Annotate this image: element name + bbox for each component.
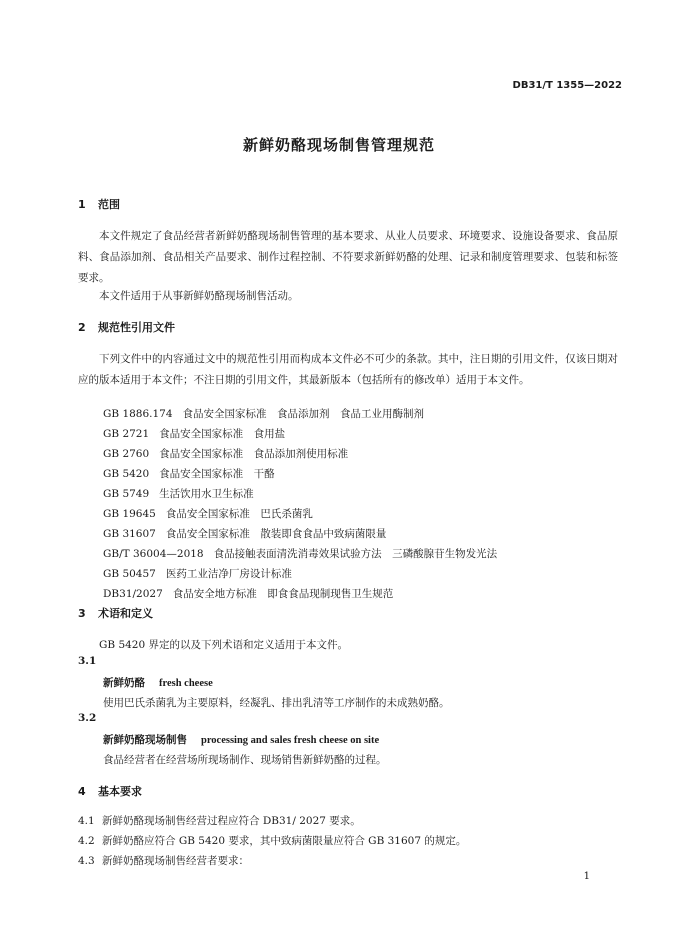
reference-item (103, 566, 292, 581)
reference-item (103, 586, 393, 601)
reference-name: 生活饮用水卫生标准 (159, 488, 254, 500)
section-title: 规范性引用文件 (98, 321, 175, 334)
reference-code: GB 50457 (103, 568, 156, 580)
reference-item (103, 426, 285, 441)
reference-code: GB 31607 (103, 528, 156, 540)
term-chinese: 新鲜奶酪现场制售 (103, 734, 187, 746)
reference-item (103, 406, 424, 421)
term-number: 3.1 (78, 655, 97, 667)
term-entry (103, 675, 213, 690)
reference-name: 医药工业洁净厂房设计标准 (165, 568, 292, 580)
section-title: 基本要求 (98, 785, 142, 798)
clause-text: 新鲜奶酪现场制售经营过程应符合 DB31/ 2027 要求。 (102, 815, 361, 827)
reference-name: 食品安全国家标准 巴氏杀菌乳 (165, 508, 313, 520)
section-number: 2 (78, 321, 86, 334)
section-number: 3 (78, 607, 86, 620)
reference-name: 食品安全国家标准 干酪 (159, 468, 275, 480)
clause-number: 4.2 (78, 835, 95, 847)
section-title: 范围 (98, 198, 120, 211)
reference-name: 食品安全地方标准 即食食品现制现售卫生规范 (172, 588, 394, 600)
clause-text: 新鲜奶酪现场制售经营者要求： (102, 855, 249, 867)
reference-name: 食品安全国家标准 散装即食食品中致病菌限量 (165, 528, 387, 540)
reference-item (103, 466, 275, 481)
reference-code: DB31/2027 (103, 588, 163, 600)
section-1-heading (78, 196, 120, 212)
section-number: 4 (78, 785, 86, 798)
reference-code: GB 5749 (103, 488, 150, 500)
reference-item (103, 486, 254, 501)
reference-item (103, 446, 348, 461)
scope-paragraph-2: 本文件适用于从事新鲜奶酪现场制售活动。 (99, 290, 299, 302)
reference-code: GB 1886.174 (103, 408, 173, 420)
reference-code: GB 19645 (103, 508, 156, 520)
clause-number: 4.3 (78, 855, 95, 867)
section-3-heading (78, 605, 153, 621)
section-2-heading (78, 319, 175, 335)
scope-paragraph-1: 本文件规定了食品经营者新鲜奶酪现场制售管理的基本要求、从业人员要求、环境要求、设施设备要求、食品原料、食品添加剂、食品相关产品要求、制作过程控制、不符要求新鲜奶酪的处理、记录和制度管理要求、包装和标签要求。 (78, 230, 618, 284)
section-4-heading (78, 783, 142, 799)
terms-intro-paragraph: GB 5420 界定的以及下列术语和定义适用于本文件。 (99, 639, 348, 651)
clause-item (78, 813, 361, 828)
term-entry (103, 732, 379, 747)
clause-item (78, 853, 249, 868)
reference-item (103, 526, 386, 541)
section-title: 术语和定义 (98, 607, 153, 620)
term-definition: 食品经营者在经营场所现场制作、现场销售新鲜奶酪的过程。 (103, 754, 387, 766)
reference-name: 食品接触表面清洗消毒效果试验方法 三磷酸腺苷生物发光法 (213, 548, 498, 560)
term-number: 3.2 (78, 712, 97, 724)
clause-number: 4.1 (78, 815, 95, 827)
section-number: 1 (78, 198, 86, 211)
document-title: 新鲜奶酪现场制售管理规范 (242, 136, 435, 154)
clause-item (78, 833, 466, 848)
term-english: fresh cheese (159, 678, 213, 689)
reference-name: 食品安全国家标准 食品添加剂使用标准 (159, 448, 349, 460)
standard-code: DB31/T 1355—2022 (512, 80, 622, 91)
page-number: 1 (583, 871, 590, 882)
clause-text: 新鲜奶酪应符合 GB 5420 要求，其中致病菌限量应符合 GB 31607 的规定。 (102, 835, 467, 847)
term-english: processing and sales fresh cheese on site (201, 735, 380, 746)
reference-name: 食品安全国家标准 食品添加剂 食品工业用酶制剂 (182, 408, 425, 420)
reference-code: GB 2721 (103, 428, 150, 440)
reference-code: GB 5420 (103, 468, 150, 480)
term-definition: 使用巴氏杀菌乳为主要原料，经凝乳、排出乳清等工序制作的未成熟奶酪。 (103, 697, 450, 709)
reference-item (103, 506, 313, 521)
reference-name: 食品安全国家标准 食用盐 (159, 428, 286, 440)
reference-code: GB 2760 (103, 448, 150, 460)
term-chinese: 新鲜奶酪 (103, 677, 145, 689)
reference-code: GB/T 36004—2018 (103, 548, 204, 560)
references-intro-paragraph: 下列文件中的内容通过文中的规范性引用而构成本文件必不可少的条款。其中，注日期的引用文件，仅该日期对应的版本适用于本文件；不注日期的引用文件，其最新版本（包括所有的修改单）适用于本文件。 (78, 353, 618, 386)
reference-item (103, 546, 497, 561)
